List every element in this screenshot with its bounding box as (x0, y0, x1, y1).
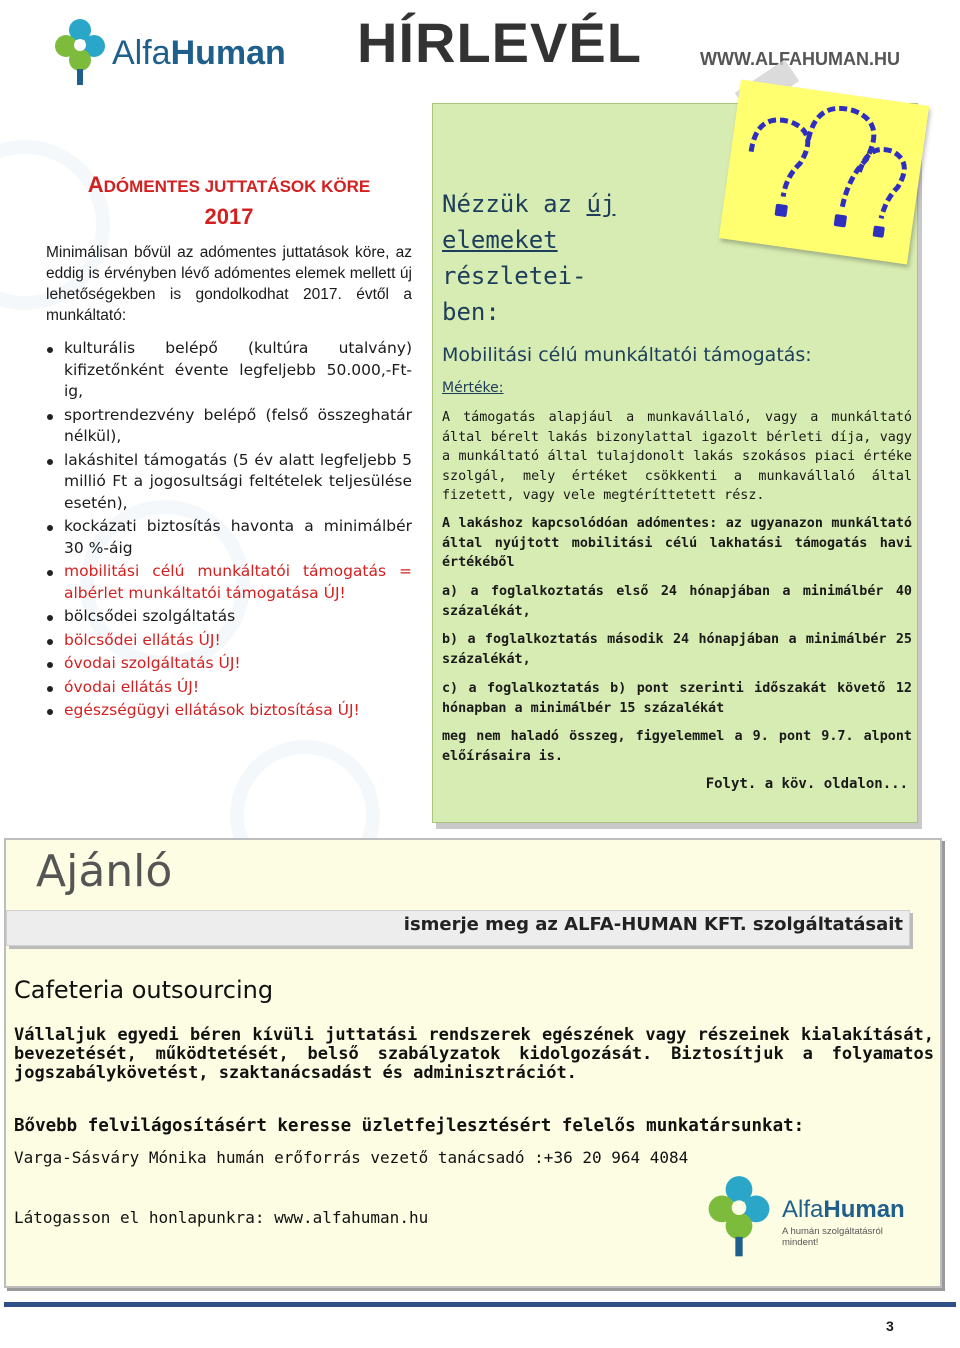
tax-free-benefits-article (46, 170, 412, 724)
paragraph: a) a foglalkoztatás első 24 hónapjában a minimálbér 40 százalékát, (442, 584, 912, 619)
logo-flower-icon (700, 1170, 778, 1260)
article-title: ADÓMENTES JUTTATÁSOK KÖRE 2017 (87, 172, 371, 229)
tagline: ismerje meg az ALFA-HUMAN KFT. szolgáltatásait (403, 914, 903, 935)
list-item: óvodai szolgáltatás ÚJ! (46, 653, 412, 675)
newsletter-title: HÍRLEVÉL (357, 11, 642, 74)
footer-divider (4, 1302, 956, 1307)
paragraph: meg nem haladó összeg, figyelemmel a 9. pont 9.7. alpont előírásaira is. (442, 729, 912, 764)
logo-text: AlfaHuman (782, 1196, 905, 1223)
section-text: Vállaljuk egyedi béren kívüli juttatási rendszerek egészének vagy részeinek kialakítását, bevezetését, működtetését, belső szabályzatok kidolgozását. Biztosítjuk a folyamatos jogszabálykövetést, szaktanácsadást és adminisztrációt. (14, 1025, 934, 1083)
website-link[interactable]: Látogasson el honlapunkra: www.alfahuman.hu (14, 1208, 429, 1227)
site-url[interactable]: WWW.ALFAHUMAN.HU (700, 49, 900, 69)
list-item: lakáshitel támogatás (5 év alatt legfeljebb 5 millió Ft a jogosultsági feltételek teljesülése esetén), (46, 450, 412, 515)
page-number: 3 (886, 1318, 894, 1334)
question-mark-icon (719, 80, 929, 265)
box-heading: Nézzük az új elemeket részletei- ben: (442, 190, 616, 326)
question-marks-note (719, 80, 929, 265)
list-item: kockázati biztosítás havonta a minimálbér 30 %-áig (46, 516, 412, 559)
contact-info: Varga-Sásváry Mónika humán erőforrás vezető tanácsadó :+36 20 964 4084 (14, 1148, 689, 1167)
paragraph: b) a foglalkoztatás második 24 hónapjában a minimálbér 25 százalékát, (442, 632, 912, 667)
logo-tagline: A humán szolgáltatásról mindent! (782, 1226, 883, 1248)
recommendation-title: Ajánló (36, 846, 173, 897)
list-item: egészségügyi ellátások biztosítása ÚJ! (46, 700, 412, 722)
mobility-subheading: Mobilitási célú munkáltatói támogatás: (442, 344, 812, 366)
paragraph: c) a foglalkoztatás b) pont szerinti időszakát követő 12 hónapban a minimálbér 15 százalékát (442, 681, 912, 716)
list-item: kulturális belépő (kultúra utalvány) kifizetőnként évente legfeljebb 50.000,-Ft-ig, (46, 338, 412, 403)
mobility-support-box (432, 103, 918, 823)
continued-note: Folyt. a köv. oldalon... (705, 776, 908, 792)
logo-text: AlfaHuman (112, 34, 286, 72)
benefits-list (46, 338, 412, 722)
list-item: óvodai ellátás ÚJ! (46, 677, 412, 699)
list-item: bölcsődei szolgáltatás (46, 606, 412, 628)
tagline-strip (6, 910, 910, 946)
paragraph: A támogatás alapjául a munkavállaló, vagy a munkáltató által bérelt lakás bizonylattal igazolt bérleti díja, vagy a munkáltató által tulajdonolt lakás szokásos piaci értéke szolgál, mely értéket csökkenti a munkavállaló által fizetett, vagy vele megtéríttetett rész. (442, 410, 912, 503)
more-info-heading: Bővebb felvilágosításért keresse üzletfejlesztésért felelős munkatársunkat: (14, 1116, 805, 1136)
section-title: Cafeteria outsourcing (14, 976, 274, 1004)
recommendation-box (4, 838, 942, 1288)
alfahuman-logo[interactable] (50, 14, 290, 88)
paragraph: A lakáshoz kapcsolódóan adómentes: az ugyanazon munkáltató által nyújtott mobilitási célú lakhatási támogatás havi értékéből (442, 516, 912, 570)
article-intro: Minimálisan bővül az adómentes juttatások köre, az eddig is érvényben lévő adómentes elemek mellett új lehetőségekben is gondolkodhat 2017. évtől a munkáltató: (46, 244, 412, 324)
measure-label: Mértéke: (442, 380, 504, 396)
list-item: mobilitási célú munkáltatói támogatás = albérlet munkáltatói támogatása ÚJ! (46, 561, 412, 604)
alfahuman-logo-small (700, 1170, 920, 1260)
list-item: sportrendezvény belépő (felső összeghatár nélkül), (46, 405, 412, 448)
list-item: bölcsődei ellátás ÚJ! (46, 630, 412, 652)
logo-flower-icon (50, 14, 110, 88)
